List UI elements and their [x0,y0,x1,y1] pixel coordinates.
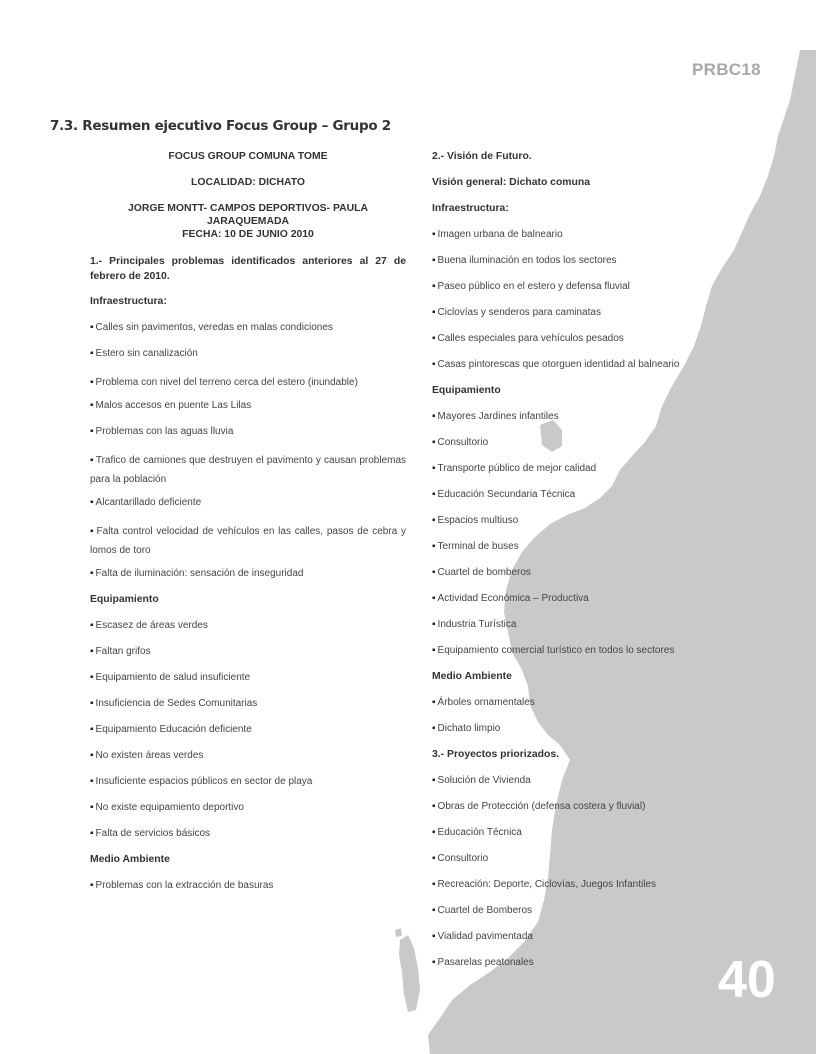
island-tiny [395,928,402,937]
right-column [432,150,702,982]
vision-title: 2.- Visión de Futuro. [432,151,532,162]
list-item: ▪ Cuartel de Bomberos [432,904,702,917]
list-item: ▪ Alcantarillado deficiente [90,496,406,509]
list-item: ▪ Trafico de camiones que destruyen el pavimento y causan problemas para la población [90,451,406,489]
list-item: ▪ Equipamiento de salud insuficiente [90,671,406,684]
list-item: ▪ Árboles ornamentales [432,696,702,709]
list-item: ▪ Calles sin pavimentos, veredas en malas condiciones [90,321,406,334]
list-item: ▪ Industria Turística [432,618,702,631]
infra-list [90,321,406,580]
equip-list-right [432,410,702,657]
locality-heading: LOCALIDAD: DICHATO [191,177,305,188]
list-item: ▪ Terminal de buses [432,540,702,553]
list-item: ▪ Falta control velocidad de vehículos en las calles, pasos de cebra y lomos de toro [90,522,406,560]
projects-title: 3.- Proyectos priorizados. [432,749,560,760]
page-number: 40 [718,951,776,1009]
list-item: ▪ Malos accesos en puente Las Lilas [90,399,406,412]
list-item: ▪ Recreación: Deporte, Ciclovías, Juegos Infantiles [432,878,702,891]
list-item: ▪ Dichato limpio [432,722,702,735]
list-item: ▪ Consultorio [432,436,702,449]
equip-label: Equipamiento [90,594,159,605]
vision-general: Visión general: Dichato comuna [432,177,591,188]
list-item: ▪ No existen áreas verdes [90,749,406,762]
env-list [90,879,406,892]
sectors-heading: JORGE MONTT- CAMPOS DEPORTIVOS- PAULA JARAQUEMADA [128,203,368,227]
list-item: ▪ Educación Secundaria Técnica [432,488,702,501]
list-item: ▪ Educación Técnica [432,826,702,839]
list-item: ▪ Falta de servicios básicos [90,827,406,840]
infra-list-right [432,228,702,371]
infra-label-right: Infraestructura: [432,203,509,214]
section-title: 7.3. Resumen ejecutivo Focus Group – Grupo 2 [50,118,391,134]
problems-title: 1.- Principales problemas identificados anteriores al 27 de febrero de 2010. [90,256,406,282]
list-item: ▪ Insuficiente espacios públicos en sector de playa [90,775,406,788]
list-item: ▪ Actividad Económica – Productiva [432,592,702,605]
list-item: ▪ No existe equipamiento deportivo [90,801,406,814]
list-item: ▪ Faltan grifos [90,645,406,658]
list-item: ▪ Vialidad pavimentada [432,930,702,943]
infra-label: Infraestructura: [90,296,167,307]
list-item: ▪ Ciclovías y senderos para caminatas [432,306,702,319]
list-item: ▪ Problemas con la extracción de basuras [90,879,406,892]
list-item: ▪ Mayores Jardines infantiles [432,410,702,423]
list-item: ▪ Problema con nivel del terreno cerca del estero (inundable) [90,373,406,392]
env-label-right: Medio Ambiente [432,671,512,682]
focus-group-heading: FOCUS GROUP COMUNA TOME [168,151,328,162]
list-item: ▪ Paseo público en el estero y defensa fluvial [432,280,702,293]
list-item: ▪ Consultorio [432,852,702,865]
list-item: ▪ Equipamiento comercial turístico en todos lo sectores [432,644,702,657]
list-item: ▪ Obras de Protección (defensa costera y fluvial) [432,800,702,813]
equip-label-right: Equipamiento [432,385,501,396]
left-column [90,150,406,905]
list-item: ▪ Espacios multiuso [432,514,702,527]
projects-list [432,774,702,969]
list-item: ▪ Cuartel de bomberos [432,566,702,579]
list-item: ▪ Falta de iluminación: sensación de inseguridad [90,567,406,580]
list-item: ▪ Casas pintorescas que otorguen identidad al balneario [432,358,702,371]
list-item: ▪ Equipamiento Educación deficiente [90,723,406,736]
list-item: ▪ Pasarelas peatonales [432,956,702,969]
equip-list [90,619,406,840]
list-item: ▪ Solución de Vivienda [432,774,702,787]
document-code: PRBC18 [692,60,761,79]
island-peninsula [399,935,420,1012]
list-item: ▪ Estero sin canalización [90,347,406,360]
list-item: ▪ Buena iluminación en todos los sectores [432,254,702,267]
list-item: ▪ Calles especiales para vehículos pesados [432,332,702,345]
env-list-right [432,696,702,735]
env-label: Medio Ambiente [90,854,170,865]
list-item: ▪ Problemas con las aguas lluvia [90,425,406,438]
list-item: ▪ Escasez de áreas verdes [90,619,406,632]
date-heading: FECHA: 10 DE JUNIO 2010 [182,229,314,240]
list-item: ▪ Imagen urbana de balneario [432,228,702,241]
list-item: ▪ Transporte público de mejor calidad [432,462,702,475]
list-item: ▪ Insuficiencia de Sedes Comunitarias [90,697,406,710]
